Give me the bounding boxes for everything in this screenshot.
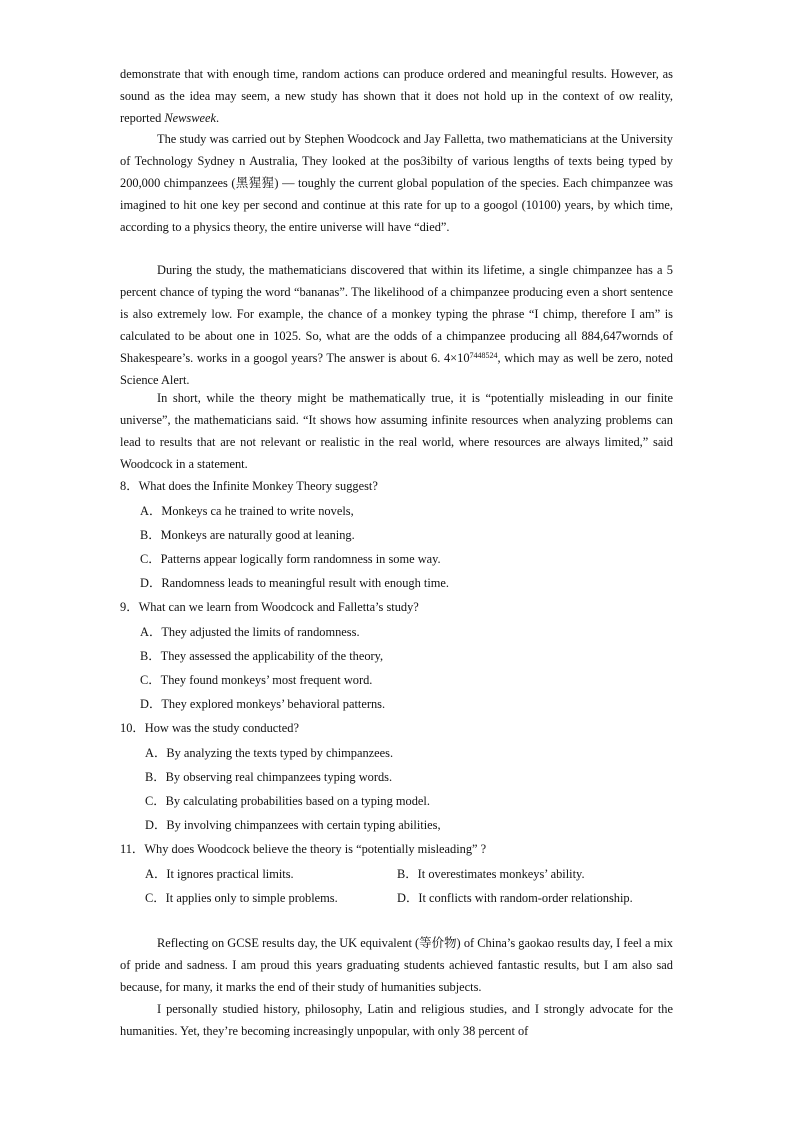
passage2-paragraph-2: I personally studied history, philosophy, Latin and religious studies, and I strongly advocate for the humanities. Yet, they’re becoming increasingly unpopular, with only 38 percent of: [120, 1002, 673, 1038]
question-9-option-a[interactable]: A．They adjusted the limits of randomness.: [140, 625, 360, 639]
question-9-option-b[interactable]: B．They assessed the applicability of the theory,: [140, 649, 384, 663]
question-10-stem: 10．How was the study conducted?: [120, 721, 299, 735]
passage1-paragraph-0: demonstrate that with enough time, random actions can produce ordered and meaningful results. However, as sound as the idea may seem, a new study has shown that it does not hold up in the context of ow reality, reported Newsweek.: [120, 67, 673, 125]
passage1-paragraph-2: During the study, the mathematicians discovered that within its lifetime, a single chimpanzee has a 5 percent chance of typing the word “bananas”. The likelihood of a chimpanzee producing even a short sentence is also extremely low. For example, the chance of a monkey typing the phrase “I chimp, therefore I am” is calculated to be about one in 1025. So, what are the odds of a chimpanzee producing all 884,647wornds of Shakespeare’s. works in a googol years? The answer is about 6. $4\times 10^{7448524}$, which may as well be zero, noted Science Alert.: [120, 263, 673, 387]
question-11-option-c[interactable]: C．It applies only to simple problems.: [145, 891, 338, 905]
question-10-option-b[interactable]: B．By observing real chimpanzees typing words.: [145, 770, 393, 784]
question-8-option-c[interactable]: C．Patterns appear logically form randomness in some way.: [140, 552, 441, 566]
question-10-option-c[interactable]: C．By calculating probabilities based on a typing model.: [145, 794, 430, 808]
question-8-option-d[interactable]: D．Randomness leads to meaningful result with enough time.: [140, 576, 450, 590]
question-8-option-a[interactable]: A．Monkeys ca he trained to write novels,: [140, 504, 354, 518]
question-8-stem: 8．What does the Infinite Monkey Theory suggest?: [120, 479, 378, 493]
question-10-option-d[interactable]: D．By involving chimpanzees with certain typing abilities,: [145, 818, 441, 832]
question-11-option-d[interactable]: D．It conflicts with random-order relationship.: [397, 891, 633, 905]
question-11-option-a[interactable]: A．It ignores practical limits.: [145, 867, 294, 881]
exponent: 7448524: [469, 350, 498, 360]
question-8-option-b[interactable]: B．Monkeys are naturally good at leaning.: [140, 528, 355, 542]
passage1-paragraph-1: The study was carried out by Stephen Woodcock and Jay Falletta, two mathematicians at the University of Technology Sydney n Australia, They looked at the pos3ibilty of various lengths of texts being typed by 200,000 chimpanzees (黑猩猩) — toughly the current global population of the species. Each chimpanzee was imagined to hit one key per second and continue at this rate for up to a googol (10100) years, by which time, according to a physics theory, the entire universe will have “died”.: [120, 132, 673, 234]
passage2-paragraph-1: Reflecting on GCSE results day, the UK equivalent (等价物) of China’s gaokao results day, I feel a mix of pride and sadness. I am proud this years graduating students achieved fantastic results, but I am also sad because, for many, it marks the end of their study of humanities subjects.: [120, 936, 673, 994]
question-10-option-a[interactable]: A．By analyzing the texts typed by chimpanzees.: [145, 746, 394, 760]
question-9-option-c[interactable]: C．They found monkeys’ most frequent word.: [140, 673, 373, 687]
source-newsweek: Newsweek: [164, 110, 217, 125]
question-9-stem: 9．What can we learn from Woodcock and Falletta’s study?: [120, 600, 419, 614]
question-11-option-b[interactable]: B．It overestimates monkeys’ ability.: [397, 867, 585, 881]
passage1-paragraph-3: In short, while the theory might be mathematically true, it is “potentially misleading in our finite universe”, the mathematicians said. “It shows how assuming infinite resources when analyzing problems can lead to results that are not relevant or realistic in the real world, where resources are always limited,” said Woodcock in a statement.: [120, 391, 673, 471]
question-9-option-d[interactable]: D．They explored monkeys’ behavioral patterns.: [140, 697, 386, 711]
question-11-stem: 11．Why does Woodcock believe the theory is “potentially misleading” ?: [120, 842, 487, 856]
